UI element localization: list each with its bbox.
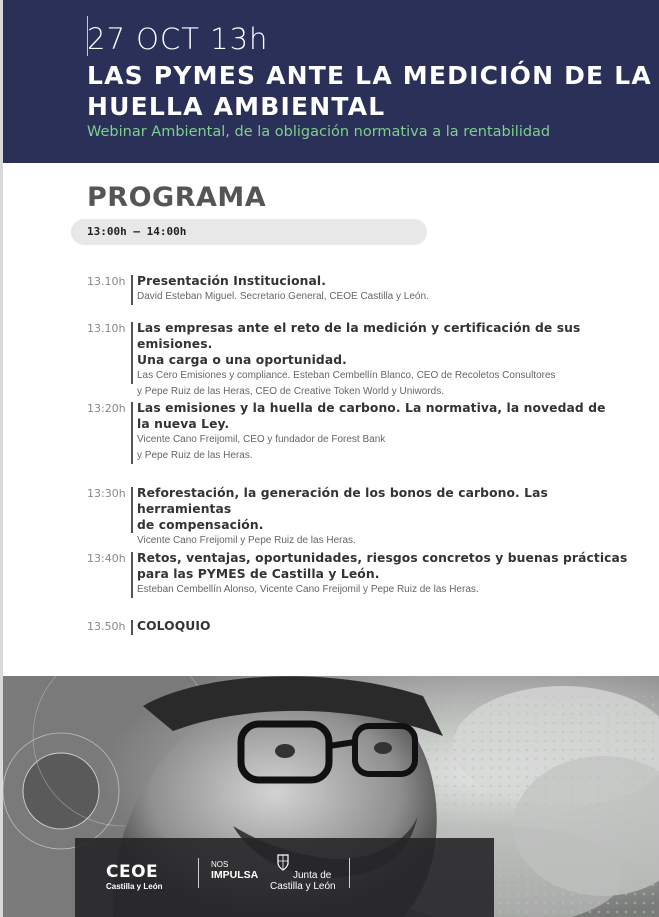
agenda-divider	[131, 275, 133, 305]
agenda-divider	[131, 552, 133, 598]
junta-logo-line1: Junta de	[293, 870, 332, 881]
agenda-time: 13:30h	[87, 487, 126, 500]
program-heading: PROGRAMA	[87, 182, 267, 213]
agenda-desc: Esteban Cembellín Alonso, Vicente Cano Freijomil y Pepe Ruiz de las Heras.	[137, 584, 479, 595]
agenda-time: 13.10h	[87, 275, 126, 288]
time-range-label: 13:00h – 14:00h	[87, 225, 187, 238]
nos-impulsa-logo: IMPULSA	[211, 869, 259, 881]
agenda-desc: Las Cero Emisiones y compliance. Esteban Cembellín Blanco, CEO de Recoletos Consultores	[137, 370, 556, 381]
agenda-time: 13:40h	[87, 552, 126, 565]
agenda-title: Las empresas ante el reto de la medición y certificación de sus emisiones.	[137, 321, 581, 351]
agenda-divider	[131, 402, 133, 464]
agenda-title: Las emisiones y la huella de carbono. La normativa, la novedad de	[137, 401, 606, 415]
agenda-desc: y Pepe Ruiz de las Heras, CEO de Creative Token World y Uniwords.	[137, 386, 444, 397]
agenda-time: 13.50h	[87, 620, 126, 633]
agenda-desc: y Pepe Ruiz de las Heras.	[137, 450, 253, 461]
agenda-title: Retos, ventajas, oportunidades, riesgos concretos y buenas prácticas	[137, 551, 628, 565]
agenda-time: 13.10h	[87, 322, 126, 335]
agenda-title: la nueva Ley.	[137, 417, 230, 431]
agenda-time: 13:20h	[87, 402, 126, 415]
agenda-title: COLOQUIO	[137, 619, 211, 633]
agenda-title: de compensación.	[137, 518, 264, 532]
agenda-title: Una carga o una oportunidad.	[137, 353, 347, 367]
ceoe-logo: CEOE	[106, 862, 159, 882]
agenda-desc: Vicente Cano Freijomil, CEO y fundador de Forest Bank	[137, 434, 386, 445]
agenda-divider	[131, 487, 133, 533]
agenda-divider	[131, 620, 133, 635]
time-range-pill	[71, 219, 427, 245]
agenda-divider	[131, 322, 133, 384]
logo-divider	[349, 858, 350, 888]
agenda-title: Reforestación, la generación de los bonos de carbono. Las herramientas	[137, 486, 548, 516]
agenda-desc: David Esteban Miguel. Secretario General, CEOE Castilla y León.	[137, 291, 429, 302]
agenda-title: Presentación Institucional.	[137, 274, 326, 288]
event-subtitle: Webinar Ambiental, de la obligación normativa a la rentabilidad	[87, 124, 551, 140]
ceoe-logo-subtitle: Castilla y León	[106, 882, 163, 891]
junta-logo-line2: Castilla y León	[270, 881, 336, 892]
agenda-title: para las PYMES de Castilla y León.	[137, 567, 380, 581]
agenda-desc: Vicente Cano Freijomil y Pepe Ruiz de las Heras.	[137, 535, 356, 546]
event-title: LAS PYMES ANTE LA MEDICIÓN DE LA HUELLA AMBIENTAL	[87, 61, 652, 121]
coat-of-arms-icon	[276, 853, 290, 871]
event-date: 27 OCT 13h	[87, 22, 269, 56]
logo-divider	[198, 858, 199, 888]
nos-impulsa-logo-top: NOS	[211, 860, 229, 869]
